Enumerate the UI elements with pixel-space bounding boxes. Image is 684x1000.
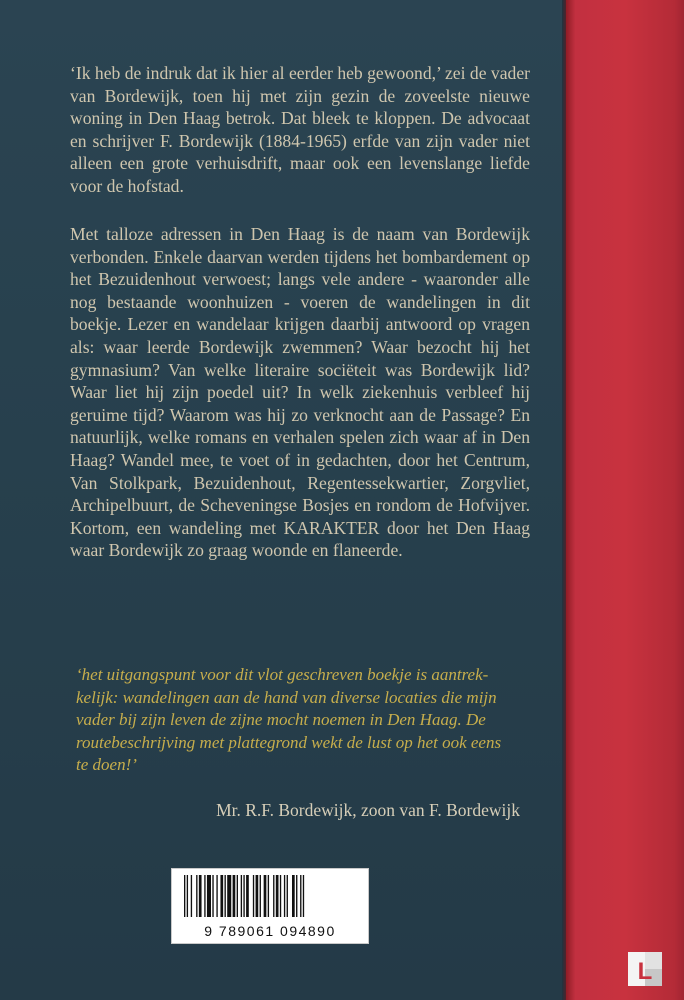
isbn-barcode (171, 868, 369, 944)
review-quote: ‘het uitgangspunt voor dit vlot geschreven boekje is aantrekkelijk: wandelingen aan de hand van diverse locaties die mijn vader bij zijn leven de zijne mocht noemen in Den Haag. De routebeschrijving met plattegrond wekt de lust op het ook eens te doen!’ (76, 665, 502, 774)
publisher-logo-icon (626, 950, 664, 988)
isbn-digits: 9 789061 094890 (204, 923, 336, 939)
barcode-bars (182, 875, 358, 917)
blurb-paragraph-1: ‘Ik heb de indruk dat ik hier al eerder heb gewoond,’ zei de vader van Bordewijk, toen hij met zijn gezin de zoveelste nieuwe woning in Den Haag betrok. Dat bleek te kloppen. De advocaat en schrijver F. Bordewijk (1884-1965) erfde van zijn vader niet alleen een grote verhuisdrift, maar ook een levenslange liefde voor de hofstad. (70, 63, 530, 196)
blurb-paragraph-2: Met talloze adressen in Den Haag is de naam van Bordewijk verbonden. Enkele daarvan werden tijdens het bombardement op het Bezuidenhout verwoest; langs vele andere - waaronder alle nog bestaande woonhuizen - voeren de wandelingen in dit boekje. Lezer en wandelaar krijgen daarbij antwoord op vragen als: waar leerde Bordewijk zwemmen? Waar bezocht hij het gymnasium? Van welke literaire sociëteit was Bordewijk lid? Waar liet hij zijn poedel uit? In welk ziekenhuis verbleef hij geruime tijd? Waarom was hij zo verknocht aan de Passage? En natuurlijk, welke romans en verhalen spelen zich waar af in Den Haag? Wandel mee, te voet of in gedachten, door het Centrum, Van Stolkpark, Bezuidenhout, Regentessekwartier, Zorgvliet, Archipelbuurt, de Scheveningse Bosjes en rondom de Hofvijver. Kortom, een wandeling met KARAKTER door het Den Haag waar Bordewijk zo graag woonde en flaneerde. (70, 224, 530, 561)
book-spine (566, 0, 684, 1000)
logo-letter: L (637, 958, 653, 985)
quote-attribution: Mr. R.F. Bordewijk, zoon van F. Bordewijk (216, 800, 520, 820)
